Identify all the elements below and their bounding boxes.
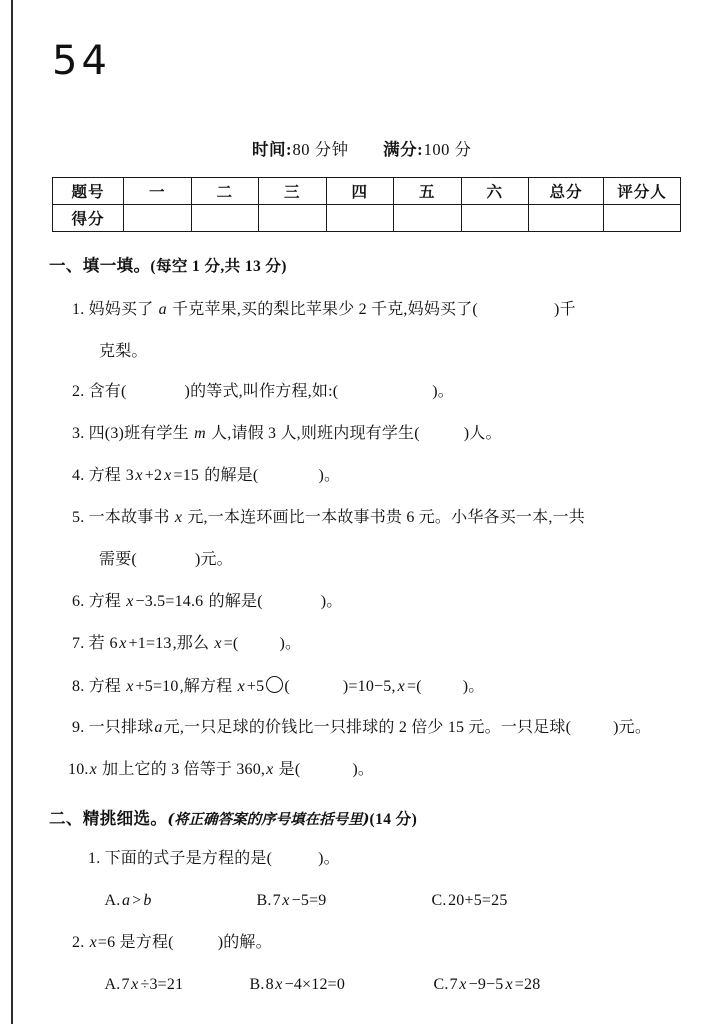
question-2-2-options (104, 975, 541, 994)
question-1-8: 8. 方程 x +5=10,解方程 x +5 ( )=10−5, x =( )。 (72, 678, 485, 695)
table-col-1: 一 (124, 178, 192, 205)
table-col-3: 三 (259, 178, 327, 205)
score-cell-4[interactable] (326, 205, 394, 232)
table-row-headers (53, 178, 681, 205)
question-1-9: 9. 一只排球a元,一只足球的价钱比一只排球的 2 倍少 15 元。一只足球( )元。 (72, 719, 652, 736)
question-1-5-line1: 5. 一本故事书 x 元,一本连环画比一本故事书贵 6 元。小华各买一本,一共 (72, 509, 585, 526)
score-cell-grader[interactable] (604, 205, 681, 232)
question-1-4: 4. 方程 3x +2 x =15 的解是( )。 (72, 467, 341, 484)
exam-meta-line (0, 136, 724, 160)
table-col-2: 二 (191, 178, 259, 205)
question-1-7: 7. 若 6x +1=13,那么 x =( )。 (72, 635, 302, 652)
score-cell-1[interactable] (124, 205, 192, 232)
question-2-1-options (104, 891, 509, 910)
option-b[interactable]: B.7x −5=9 (256, 892, 327, 909)
question-1-1-line1: 1. 妈妈买了 a 千克苹果,买的梨比苹果少 2 千克,妈妈买了( )千 (72, 301, 576, 318)
table-col-total: 总分 (529, 178, 604, 205)
question-1-2: 2. 含有( )的等式,叫作方程,如:( )。 (72, 383, 454, 400)
page-number: 54 (52, 38, 111, 84)
score-cell-5[interactable] (394, 205, 462, 232)
section-heading-1: 一、填一填。(每空 1 分,共 13 分) (49, 256, 287, 275)
score-cell-2[interactable] (191, 205, 259, 232)
question-1-1-line2: 克梨。 (99, 343, 148, 360)
score-table (52, 177, 681, 232)
table-col-6: 六 (461, 178, 529, 205)
section-heading-2: 二、精挑细选。(将正确答案的序号填在括号里)(14 分) (49, 809, 418, 828)
operator-circle-blank[interactable] (266, 676, 283, 693)
question-1-3: 3. 四(3)班有学生 m 人,请假 3 人,则班内现有学生( )人。 (72, 425, 502, 442)
option-b[interactable]: B.8x −4×12=0 (249, 976, 346, 993)
exam-time: 时间:80 分钟 (252, 140, 349, 159)
table-row-scores (53, 205, 681, 232)
table-col-4: 四 (326, 178, 394, 205)
table-row-label-question-no: 题号 (53, 178, 124, 205)
table-col-grader: 评分人 (604, 178, 681, 205)
question-1-6: 6. 方程 x −3.5=14.6 的解是( )。 (72, 593, 343, 610)
score-cell-total[interactable] (529, 205, 604, 232)
question-2-2: 2. x=6 是方程( )的解。 (72, 934, 272, 951)
table-row-label-score: 得分 (53, 205, 124, 232)
score-cell-6[interactable] (461, 205, 529, 232)
option-c[interactable]: C.7x −9−5 x =28 (433, 976, 541, 993)
question-2-1: 1. 下面的式子是方程的是( )。 (88, 850, 340, 867)
option-a[interactable]: A.7x ÷3=21 (104, 976, 184, 993)
exam-total-score: 满分:100 分 (383, 140, 472, 159)
score-cell-3[interactable] (259, 205, 327, 232)
question-1-10: 10.x 加上它的 3 倍等于 360,x 是( )。 (68, 761, 375, 778)
table-col-5: 五 (394, 178, 462, 205)
option-c[interactable]: C.20+5=25 (431, 892, 508, 909)
question-1-5-line2: 需要( )元。 (99, 551, 233, 568)
option-a[interactable]: A.a > b (104, 892, 152, 909)
